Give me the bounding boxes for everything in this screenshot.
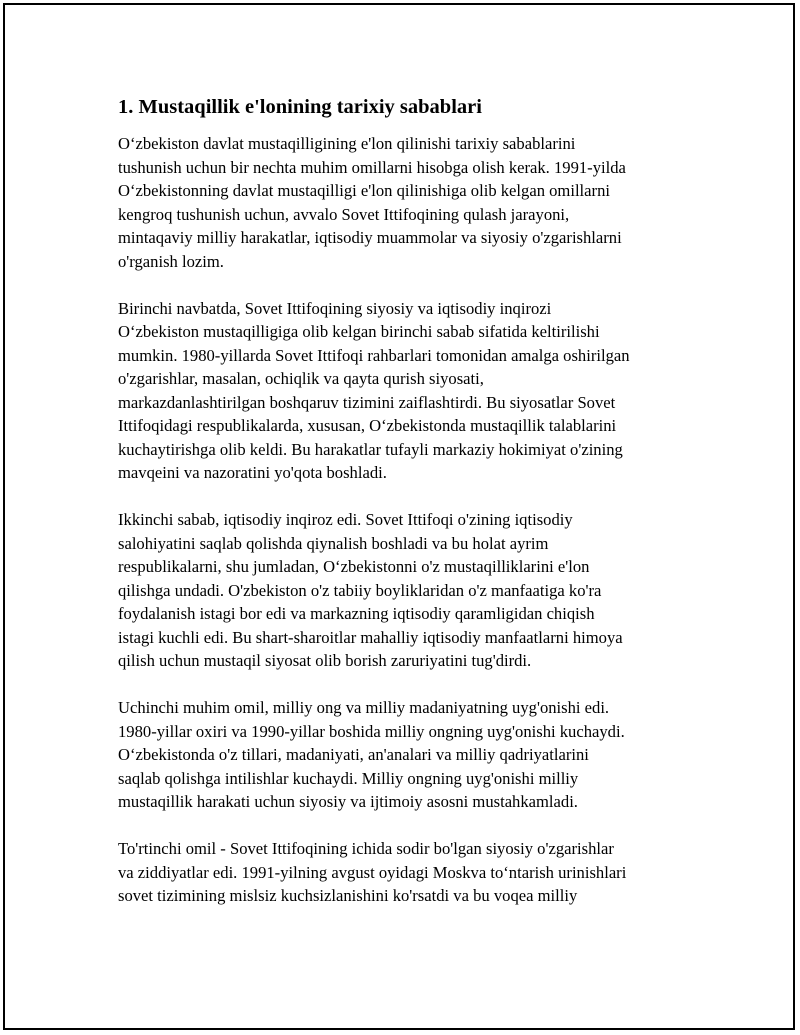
text-line: tushunish uchun bir nechta muhim omillarni hisobga olish kerak. 1991-yilda bbox=[118, 157, 626, 177]
text-line: O‘zbekistonning davlat mustaqilligi e'lon qilinishiga olib kelgan omillarni bbox=[118, 181, 610, 200]
text-line: Ittifoqidagi respublikalarda, xususan, O‘zbekistonda mustaqillik talablarini bbox=[118, 416, 617, 435]
text-line: foydalanish istagi bor edi va markazning iqtisodiy qaramligidan chiqish bbox=[118, 604, 595, 623]
document-body bbox=[118, 94, 690, 931]
text-line: salohiyatini saqlab qolishda qiynalish boshladi va bu holat ayrim bbox=[118, 533, 549, 553]
text-line: mintaqaviy milliy harakatlar, iqtisodiy muammolar va siyosiy o'zgarishlarni bbox=[118, 228, 622, 247]
text-line: kuchaytirishga olib keldi. Bu harakatlar tufayli markaziy hokimiyat o'zining bbox=[118, 439, 623, 459]
text-line: qilishga undadi. O'zbekiston o'z tabiiy boyliklaridan o'z manfaatiga ko'ra bbox=[118, 580, 602, 600]
text-line: Uchinchi muhim omil, milliy ong va milliy madaniyatning uyg'onishi edi. bbox=[118, 698, 610, 717]
text-line: respublikalarni, shu jumladan, O‘zbekistonni o'z mustaqilliklarini e'lon bbox=[118, 557, 590, 576]
text-line: mavqeini va nazoratini yo'qota boshladi. bbox=[118, 463, 387, 482]
text-line: To'rtinchi omil - Sovet Ittifoqining ichida sodir bo'lgan siyosiy o'zgarishlar bbox=[118, 839, 614, 858]
paragraph-4 bbox=[118, 696, 690, 814]
text-line: 1980-yillar oxiri va 1990-yillar boshida milliy ongning uyg'onishi kuchaydi. bbox=[118, 721, 625, 741]
text-line: kengroq tushunish uchun, avvalo Sovet Ittifoqining qulash jarayoni, bbox=[118, 204, 570, 224]
text-line: O‘zbekiston mustaqilligiga olib kelgan birinchi sabab sifatida keltirilishi bbox=[118, 322, 600, 341]
text-line: o'rganish lozim. bbox=[118, 251, 224, 271]
text-line: markazdanlashtirilgan boshqaruv tizimini zaiflashtirdi. Bu siyosatlar Sovet bbox=[118, 392, 616, 412]
paragraph-3 bbox=[118, 508, 690, 673]
text-line: O‘zbekiston davlat mustaqilligining e'lon qilinishi tarixiy sabablarini bbox=[118, 134, 576, 153]
text-line: qilish uchun mustaqil siyosat olib borish zaruriyatini tug'dirdi. bbox=[118, 651, 532, 670]
text-line: mumkin. 1980-yillarda Sovet Ittifoqi rahbarlari tomonidan amalga oshirilgan bbox=[118, 345, 630, 365]
paragraph-2 bbox=[118, 297, 690, 485]
text-line: istagi kuchli edi. Bu shart-sharoitlar mahalliy iqtisodiy manfaatlarni himoya bbox=[118, 627, 623, 647]
text-line: Ikkinchi sabab, iqtisodiy inqiroz edi. Sovet Ittifoqi o'zining iqtisodiy bbox=[118, 510, 573, 529]
paragraph-1 bbox=[118, 132, 690, 273]
text-line: saqlab qolishga intilishlar kuchaydi. Milliy ongning uyg'onishi milliy bbox=[118, 768, 579, 788]
text-line: mustaqillik harakati uchun siyosiy va ijtimoiy asosni mustahkamladi. bbox=[118, 792, 578, 811]
text-line: o'zgarishlar, masalan, ochiqlik va qayta qurish siyosati, bbox=[118, 369, 484, 388]
paragraph-5 bbox=[118, 837, 690, 908]
text-line: va ziddiyatlar edi. 1991-yilning avgust oyidagi Moskva to‘ntarish urinishlari bbox=[118, 862, 627, 882]
text-line: O‘zbekistonda o'z tillari, madaniyati, an'analari va milliy qadriyatlarini bbox=[118, 745, 589, 764]
section-heading: 1. Mustaqillik e'lonining tarixiy sabablari bbox=[118, 96, 482, 118]
text-line: Birinchi navbatda, Sovet Ittifoqining siyosiy va iqtisodiy inqirozi bbox=[118, 298, 552, 318]
text-line: sovet tizimining mislsiz kuchsizlanishini ko'rsatdi va bu voqea milliy bbox=[118, 886, 578, 905]
